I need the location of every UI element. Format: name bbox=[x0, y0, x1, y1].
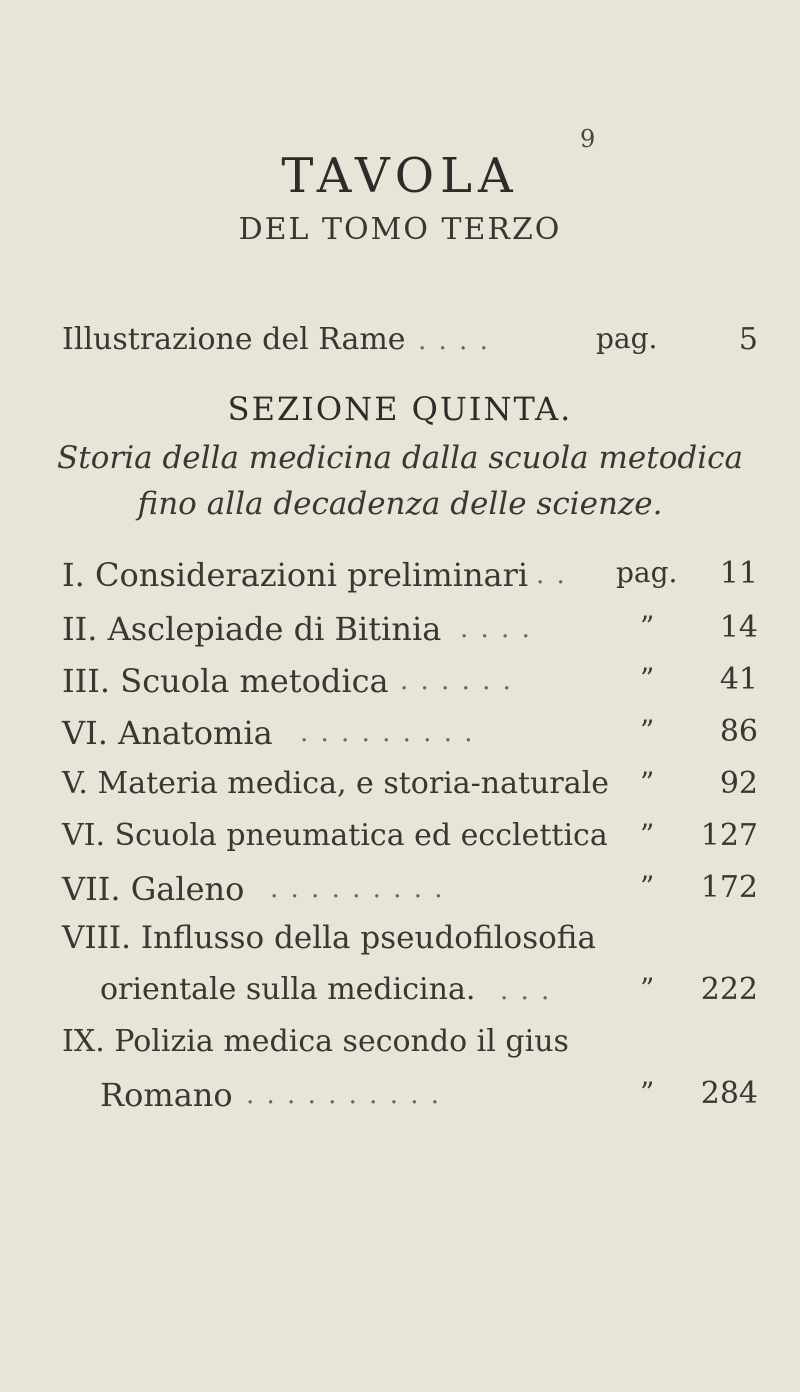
toc-leader-dots: . . . bbox=[500, 976, 552, 1006]
toc-page-number: 86 bbox=[719, 714, 758, 749]
toc-page-marker: ” bbox=[640, 662, 655, 695]
toc-page-number: 92 bbox=[719, 766, 758, 801]
toc-leader-dots: . . . . . . bbox=[400, 666, 513, 696]
toc-entry-row bbox=[0, 662, 800, 706]
section-title: SEZIONE QUINTA. bbox=[227, 390, 573, 428]
toc-page-number: 5 bbox=[738, 322, 758, 357]
toc-label: VI. Anatomia bbox=[62, 714, 273, 752]
toc-leader-dots: . . bbox=[536, 560, 567, 590]
toc-page-marker: pag. bbox=[616, 556, 678, 589]
toc-entry-row bbox=[0, 556, 800, 600]
toc-page-marker: ” bbox=[640, 972, 655, 1005]
toc-page-number: 222 bbox=[700, 972, 758, 1007]
toc-page-number: 127 bbox=[700, 818, 758, 853]
toc-entry-row-first-line bbox=[0, 1024, 800, 1068]
toc-entry-row bbox=[0, 870, 800, 914]
toc-label: orientale sulla medicina. bbox=[100, 972, 476, 1007]
toc-page-marker: pag. bbox=[596, 322, 658, 355]
toc-label: VII. Galeno bbox=[62, 870, 245, 908]
toc-leader-dots: . . . . . . . . . bbox=[270, 874, 445, 904]
toc-page-marker: ” bbox=[640, 870, 655, 903]
page-title: TAVOLA bbox=[281, 148, 519, 204]
toc-entry-row-first-line bbox=[0, 920, 800, 964]
toc-label: II. Asclepiade di Bitinia bbox=[62, 610, 442, 648]
toc-label: VIII. Influsso della pseudofilosofia bbox=[62, 920, 596, 956]
toc-page-number: 11 bbox=[719, 556, 758, 591]
toc-page-marker: ” bbox=[640, 766, 655, 799]
toc-page-number: 41 bbox=[719, 662, 758, 697]
toc-leader-dots: . . . . . . . . . bbox=[300, 718, 475, 748]
page-subtitle: DEL TOMO TERZO bbox=[238, 212, 562, 247]
toc-label: I. Considerazioni preliminari bbox=[62, 556, 529, 594]
toc-label: IX. Polizia medica secondo il gius bbox=[62, 1024, 569, 1059]
toc-leader-dots: . . . . bbox=[418, 326, 490, 356]
toc-page-marker: ” bbox=[640, 610, 655, 643]
toc-entry-row bbox=[0, 610, 800, 654]
section-subtitle-line2: fino alla decadenza delle scienze. bbox=[137, 486, 663, 522]
toc-label: III. Scuola metodica bbox=[62, 662, 389, 700]
section-subtitle-line1: Storia della medicina dalla scuola metodica bbox=[57, 440, 743, 476]
toc-label: V. Materia medica, e storia-naturale bbox=[62, 766, 609, 801]
toc-label: Romano bbox=[100, 1076, 233, 1114]
page-number: 9 bbox=[580, 125, 596, 153]
toc-label: Illustrazione del Rame bbox=[62, 322, 406, 357]
toc-page-number: 14 bbox=[719, 610, 758, 645]
toc-leader-dots: . . . . bbox=[460, 614, 532, 644]
toc-leader-dots: . . . . . . . . . . bbox=[246, 1080, 442, 1110]
toc-intro-row bbox=[0, 322, 800, 366]
toc-page-marker: ” bbox=[640, 818, 655, 851]
toc-page-number: 172 bbox=[700, 870, 758, 905]
toc-entry-row-second-line bbox=[0, 972, 800, 1016]
toc-label: VI. Scuola pneumatica ed ecclettica bbox=[62, 818, 608, 853]
toc-entry-row bbox=[0, 766, 800, 810]
toc-entry-row bbox=[0, 714, 800, 758]
toc-entry-row bbox=[0, 818, 800, 862]
toc-page-number: 284 bbox=[700, 1076, 758, 1111]
toc-page-marker: ” bbox=[640, 714, 655, 747]
toc-entry-row-second-line bbox=[0, 1076, 800, 1120]
toc-page-marker: ” bbox=[640, 1076, 655, 1109]
